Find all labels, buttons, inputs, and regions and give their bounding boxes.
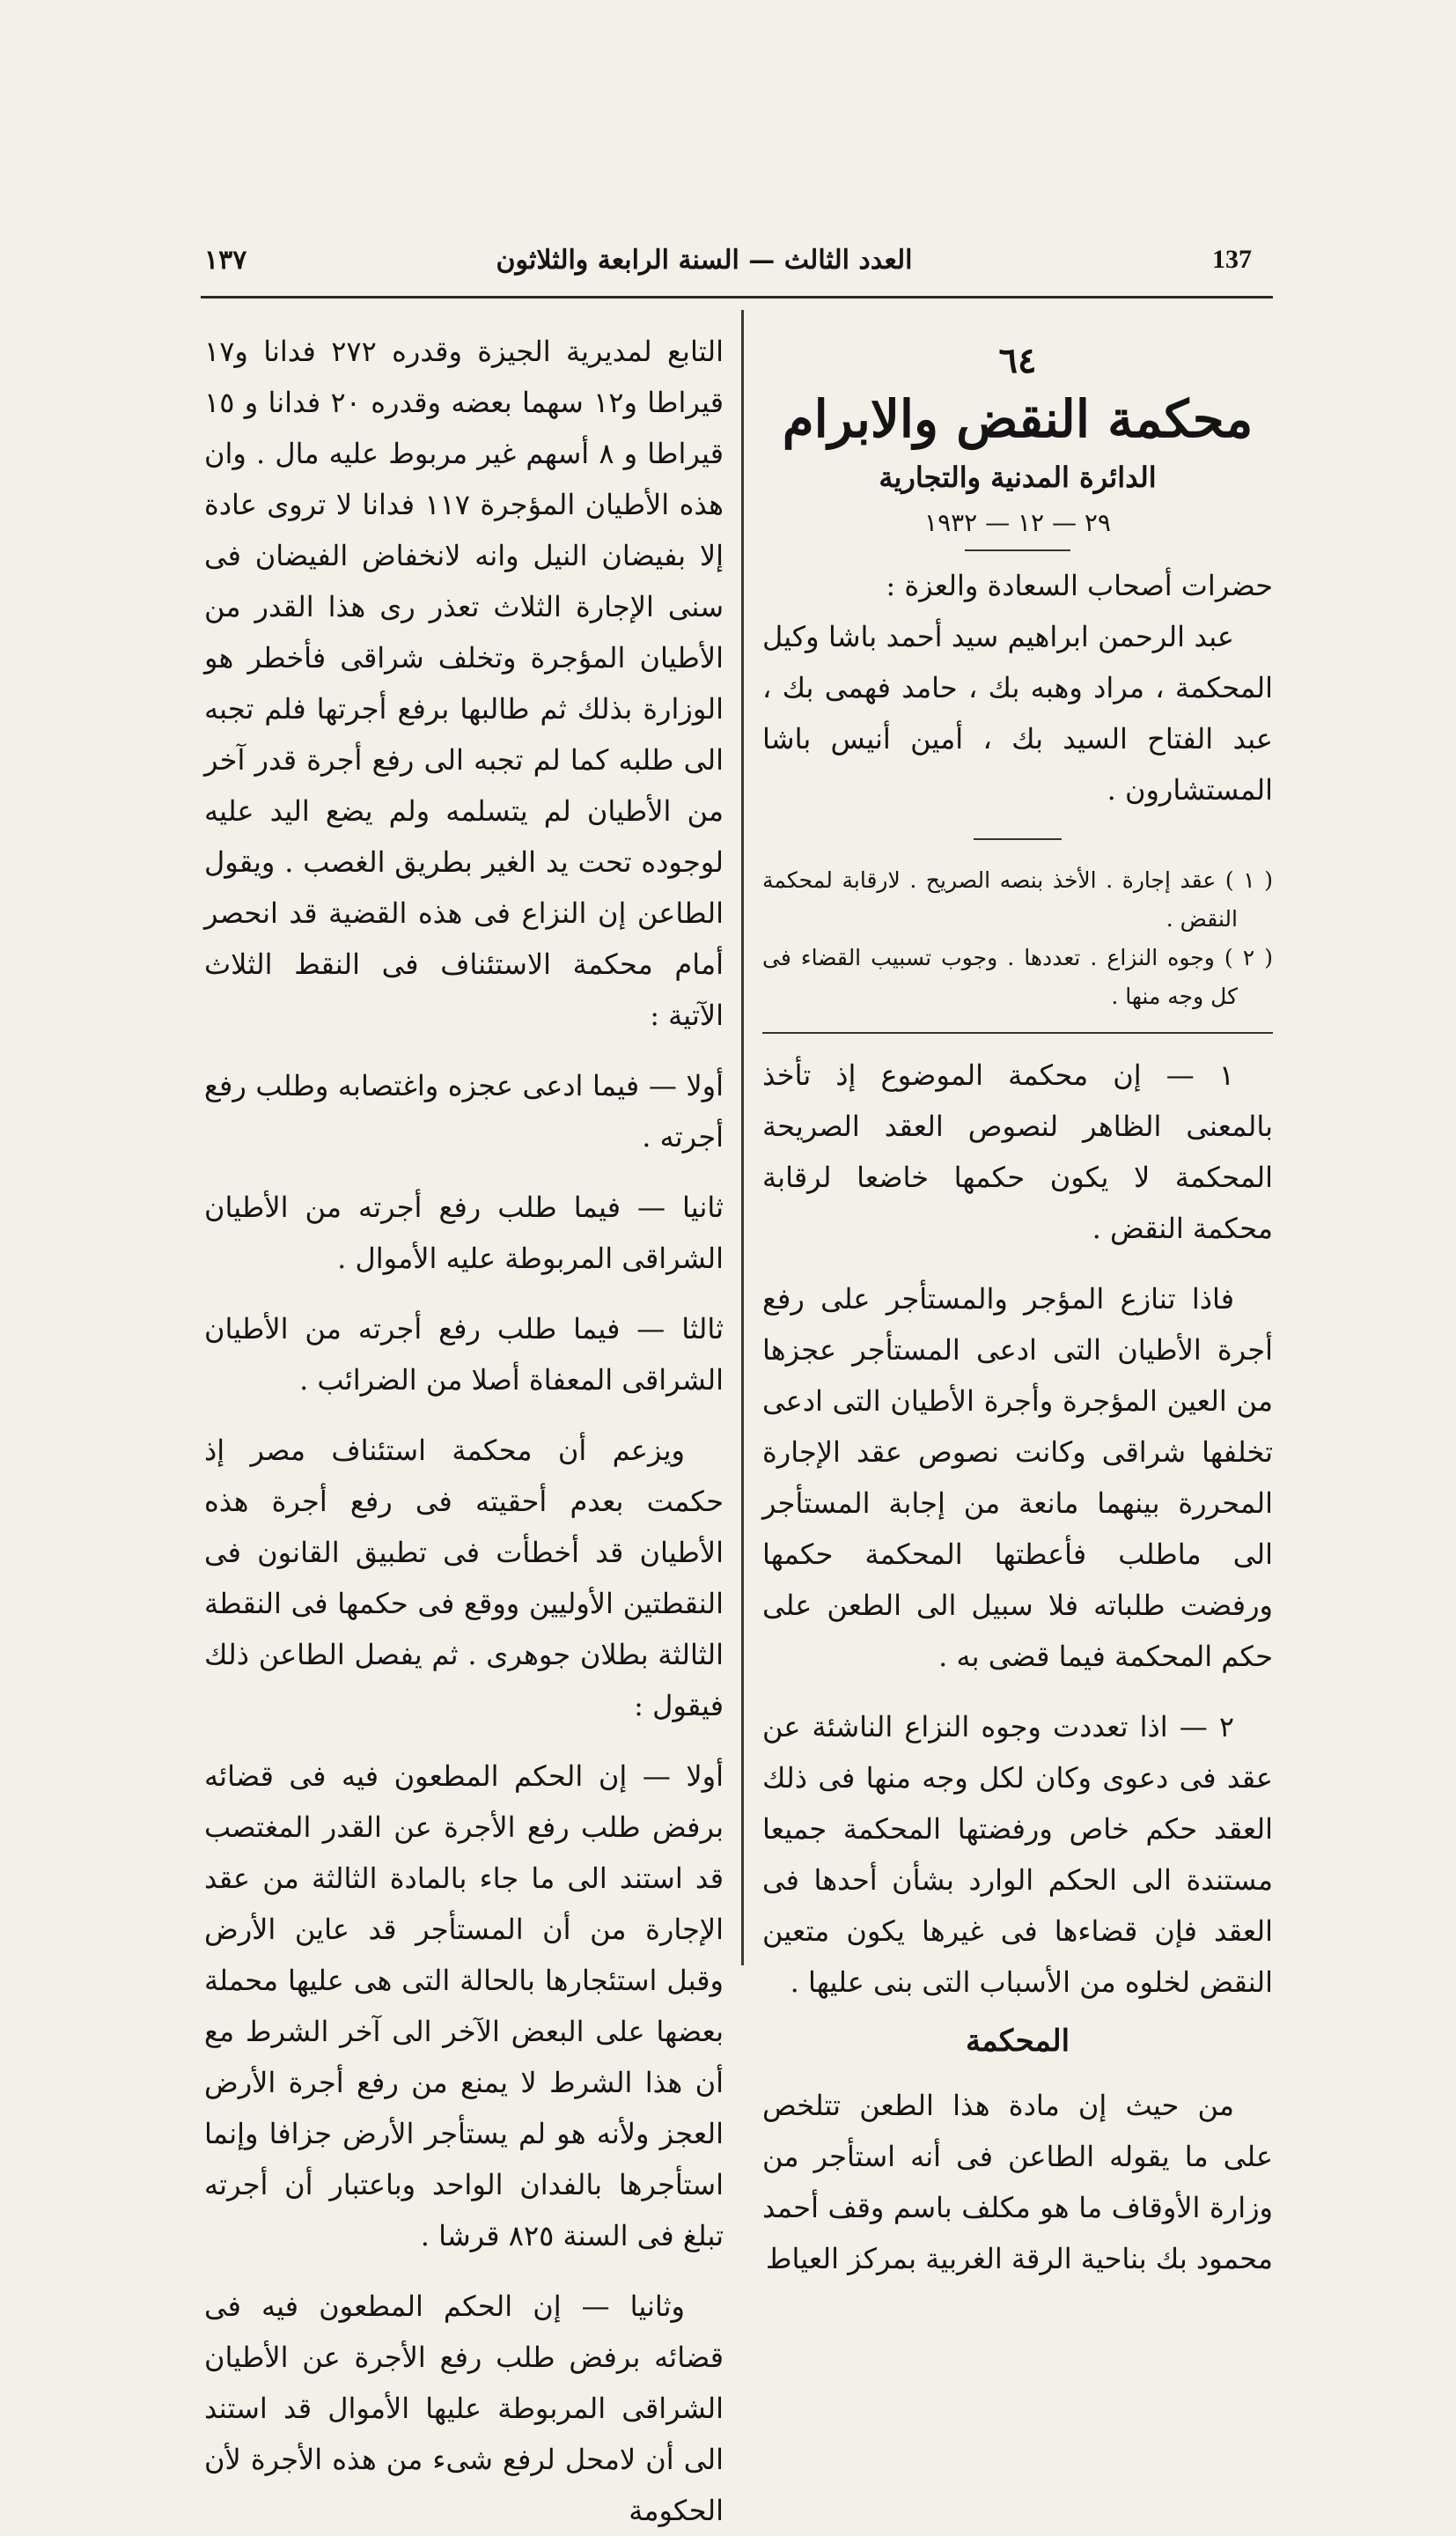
page-number-latin: 137 xyxy=(1212,245,1252,274)
court-name: محكمة النقض والابرام xyxy=(782,389,1254,449)
ruling-date: ٢٩ — ١٢ — ١٩٣٢ xyxy=(924,508,1111,537)
detail-1: أولا — إن الحكم المطعون فيه فى قضائه برفض طلب رفع الأجرة عن القدر المغتصب قد استند الى ما جاء بالمادة الثالثة من عقد الإجارة من أن المستأجر قد عاين الأرض وقبل استئجارها بالحالة التى هى عليها محملة بعضها على البعض الآخر الى آخر الشرط مع أن هذا الشرط لا يمنع من رفع أجرة الأرض العجز ولأنه هو لم يستأجر الأرض جزافا وإنما استأجرها بالفدان الواحد وباعتبار أن أجرته تبلغ فى السنة ٨٢٥ قرشا . xyxy=(204,1759,724,2252)
running-title: العدد الثالث — السنة الرابعة والثلاثون xyxy=(496,245,913,276)
principle-2: ٢ — اذا تعددت وجوه النزاع الناشئة عن عقد فى دعوى وكان لكل وجه منها فى ذلك العقد حكم خاص ورفضتها المحكمة جميعا مستندة الى الحكم الوارد بشأن أحدها فى العقد فإن قضاءها فى غيرها يكون متعين النقض لخلوه من الأسباب التى بنى عليها . xyxy=(762,1710,1273,1999)
verdict-text: من حيث إن مادة هذا الطعن تتلخص على ما يقوله الطاعن فى أنه استأجر من وزارة الأوقاف ما هو مكلف باسم وقف أحمد محمود بك بناحية الرقة الغربية بمركز العياط xyxy=(762,2089,1273,2275)
judges-list: عبد الرحمن ابراهيم سيد أحمد باشا وكيل المحكمة ، مراد وهبه بك ، حامد فهمى بك ، عبد الفتاح السيد بك ، أمين أنيس باشا المستشارون . xyxy=(762,620,1273,807)
presence-heading: حضرات أصحاب السعادة والعزة : xyxy=(886,569,1273,602)
principle-1: ١ — إن محكمة الموضوع إذ تأخذ بالمعنى الظاهر لنصوص العقد الصريحة المحكمة لا يكون حكمها خاضعا لرقابة محكمة النقض . xyxy=(762,1058,1273,1245)
summary-item-1: ( ١ ) عقد إجارة . الأخذ بنصه الصريح . لارقابة لمحكمة النقض . xyxy=(762,867,1273,932)
point-1: أولا — فيما ادعى عجزه واغتصابه وطلب رفع أجرته . xyxy=(204,1069,724,1154)
detail-2: وثانيا — إن الحكم المطعون فيه فى قضائه برفض طلب رفع الأجرة عن الأطيان الشراقى المربوطة عليها الأموال قد استند الى أن لامحل لرفع شىء من هذه الأجرة لأن الحكومة xyxy=(204,2289,724,2527)
separator xyxy=(974,838,1062,840)
summary-item-2: ( ٢ ) وجوه النزاع . تعددها . وجوب تسبيب القضاء فى كل وجه منها . xyxy=(762,945,1274,1009)
claim-paragraph: ويزعم أن محكمة استئناف مصر إذ حكمت بعدم أحقيته فى رفع أجرة هذه الأطيان قد أخطأت فى تطبيق القانون فى النقطتين الأوليين ووقع فى حكمها فى النقطة الثالثة بطلان جوهرى . ثم يفصل الطاعن ذلك فيقول : xyxy=(204,1434,724,1722)
date-rule xyxy=(965,549,1070,551)
column-divider xyxy=(741,310,744,1965)
point-2: ثانيا — فيما طلب رفع أجرته من الأطيان الشراقى المربوطة عليه الأموال . xyxy=(204,1191,724,1275)
circuit-name: الدائرة المدنية والتجارية xyxy=(879,461,1157,494)
continuation-paragraph: التابع لمديرية الجيزة وقدره ٢٧٢ فدانا و١٧ قيراطا و١٢ سهما بعضه وقدره ٢٠ فدانا و ١٥ قيراطا و ٨ أسهم غير مربوط عليه مال . وان هذه الأطيان المؤجرة ١١٧ فدانا لا تروى عادة إلا بفيضان النيل وانه لانخفاض الفيضان فى سنى الإجارة الثلاث تعذر رى هذا القدر من الأطيان المؤجرة وتخلف شراقى فأخطر هو الوزارة بذلك ثم طالبها برفع أجرتها فلم تجبه الى طلبه كما لم تجبه الى رفع أجرة قدر آخر من الأطيان لم يتسلمه ولم يضع اليد عليه لوجوده تحت يد الغير بطريق الغصب . ويقول الطاعن إن النزاع فى هذه القضية قد انحصر أمام محكمة الاستئناف فى النقط الثلاث الآتية : xyxy=(204,335,724,1032)
page-number-arabic: ١٣٧ xyxy=(204,245,247,276)
principle-1-continued: فاذا تنازع المؤجر والمستأجر على رفع أجرة الأطيان التى ادعى المستأجر عجزها من العين المؤجرة وأجرة الأطيان التى ادعى تخلفها شراقى وكانت نصوص عقد الإجارة المحررة بينهما مانعة من إجابة المستأجر الى ماطلب فأعطتها المحكمة حكمها ورفضت طلباته فلا سبيل الى الطعن على حكم المحكمة فيما قضى به . xyxy=(762,1282,1273,1673)
left-column xyxy=(204,326,724,2536)
case-number: ٦٤ xyxy=(998,340,1037,381)
right-column xyxy=(762,336,1273,2284)
point-3: ثالثا — فيما طلب رفع أجرته من الأطيان الشراقى المعفاة أصلا من الضرائب . xyxy=(204,1312,724,1397)
separator xyxy=(762,1032,1273,1034)
header-rule xyxy=(201,296,1273,299)
verdict-heading: المحكمة xyxy=(965,2024,1070,2059)
